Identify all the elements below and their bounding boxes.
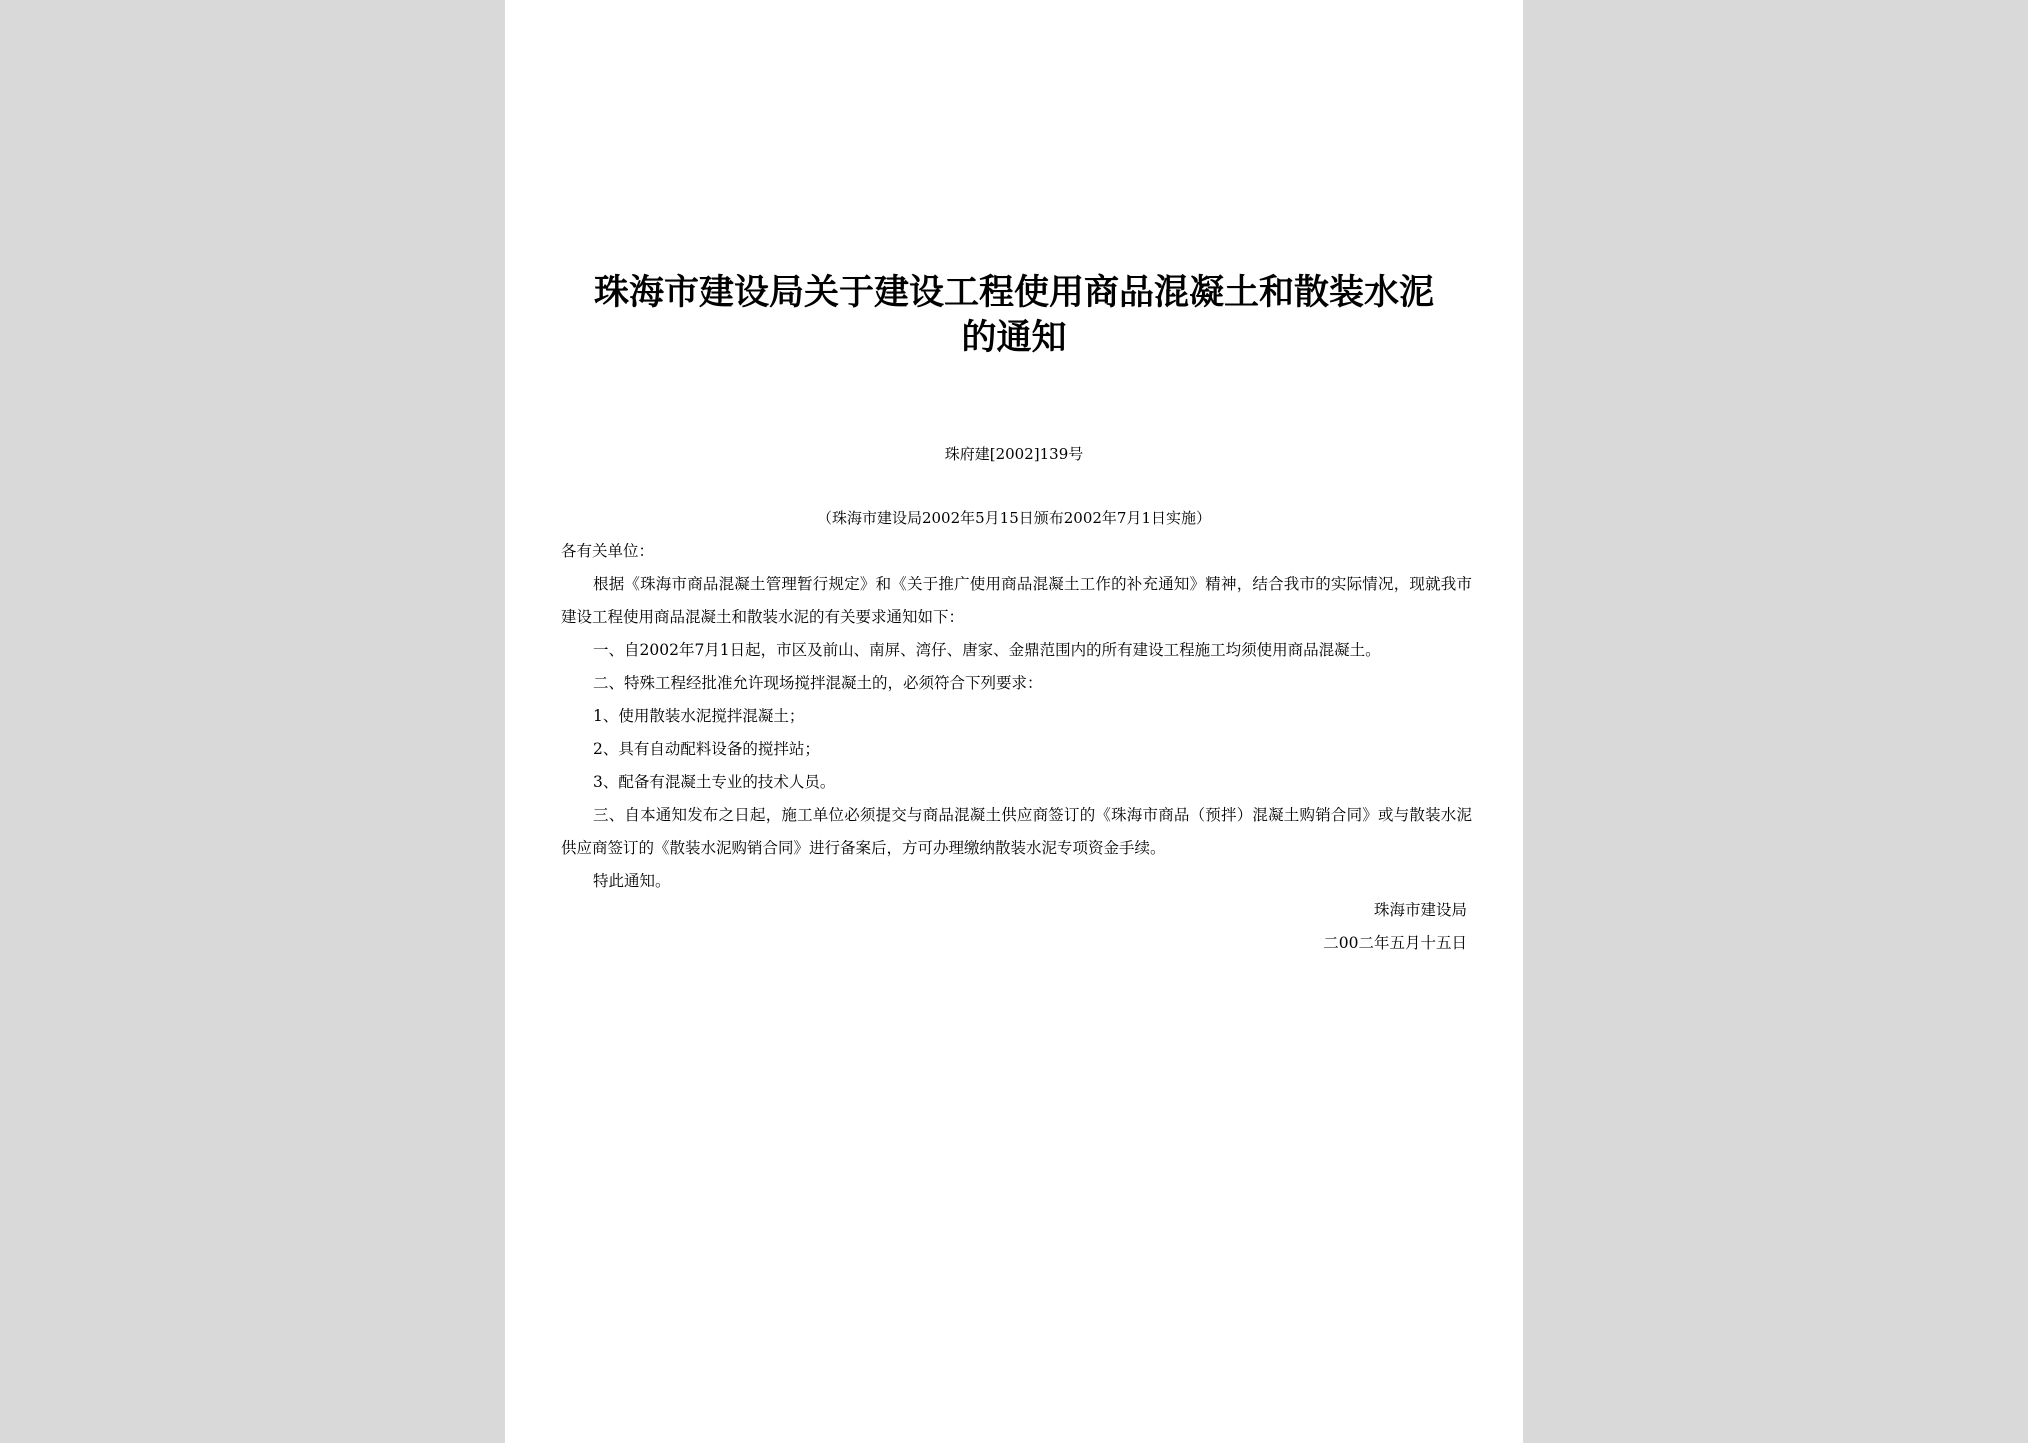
document-title-line1: 珠海市建设局关于建设工程使用商品混凝土和散装水泥 [593,272,1434,313]
paragraph-subitem-3: 3、配备有混凝土专业的技术人员。 [593,773,836,791]
paragraph-item-1: 一、自2002年7月1日起，市区及前山、南屏、湾仔、唐家、金鼎范围内的所有建设工程施工均须使用商品混凝土。 [593,641,1381,659]
signature-date: 二00二年五月十五日 [1323,934,1467,952]
salutation: 各有关单位： [561,542,655,560]
paragraph-intro: 根据《珠海市商品混凝土管理暂行规定》和《关于推广使用商品混凝土工作的补充通知》精神，结合我市的实际情况，现就我市建设工程使用商品混凝土和散装水泥的有关要求通知如下： [561,575,1472,626]
paragraph-subitem-1: 1、使用散装水泥搅拌混凝土； [593,707,805,725]
issued-note: （珠海市建设局2002年5月15日颁布2002年7月1日实施） [816,509,1212,527]
signature-organization: 珠海市建设局 [1373,901,1467,919]
document-number: 珠府建[2002]139号 [944,445,1084,463]
document-title-line2: 的通知 [961,317,1067,358]
paragraph-subitem-2: 2、具有自动配料设备的搅拌站； [593,740,820,758]
paragraph-closing: 特此通知。 [593,872,671,890]
document-body [561,535,1472,898]
document-page [505,0,1523,1443]
paragraph-item-3: 三、自本通知发布之日起，施工单位必须提交与商品混凝土供应商签订的《珠海市商品（预拌）混凝土购销合同》或与散装水泥供应商签订的《散装水泥购销合同》进行备案后，方可办理缴纳散装水泥专项资金手续。 [561,806,1472,857]
paragraph-item-2: 二、特殊工程经批准允许现场搅拌混凝土的，必须符合下列要求： [593,674,1043,692]
